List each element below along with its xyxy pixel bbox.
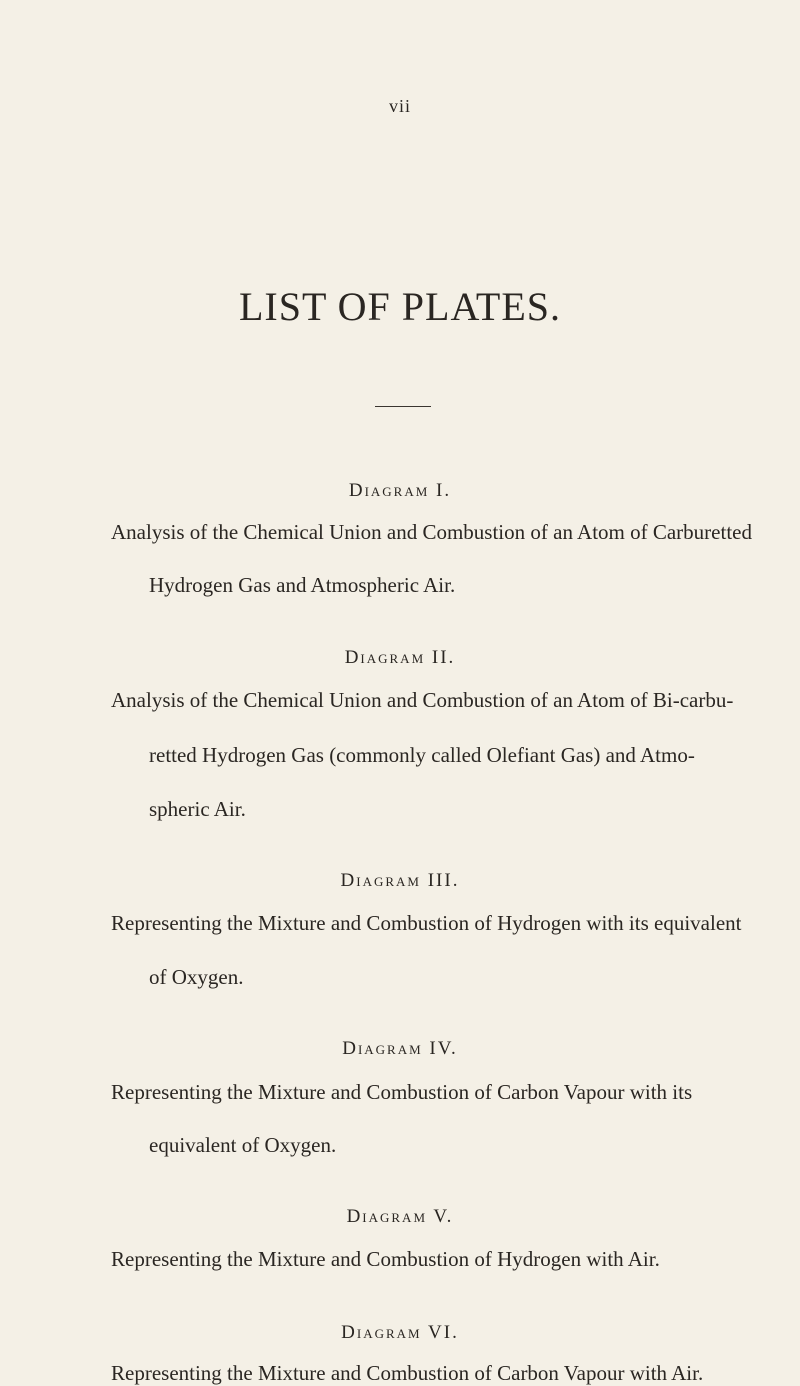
plate-heading: Diagram III. — [340, 870, 460, 891]
plate-description-line: Analysis of the Chemical Union and Combustion of an Atom of Carburetted — [111, 520, 752, 544]
page-number: vii — [388, 96, 411, 116]
plate-heading: Diagram II. — [344, 647, 456, 668]
title-divider — [375, 406, 431, 407]
page-title: LIST OF PLATES. — [238, 284, 562, 329]
plate-heading: Diagram VI. — [341, 1322, 459, 1343]
plate-heading: Diagram IV. — [342, 1038, 458, 1059]
plate-description-line: Representing the Mixture and Combustion of Carbon Vapour with Air. — [111, 1361, 704, 1385]
plate-description-line: of Oxygen. — [149, 965, 244, 989]
plate-heading: Diagram V. — [346, 1206, 454, 1227]
plate-description-line: spheric Air. — [149, 797, 246, 821]
plate-description-line: retted Hydrogen Gas (commonly called Olefiant Gas) and Atmo- — [149, 743, 695, 767]
plate-description-line: Representing the Mixture and Combustion of Carbon Vapour with its — [111, 1080, 693, 1104]
plate-description-line: Analysis of the Chemical Union and Combustion of an Atom of Bi-carbu- — [111, 688, 734, 712]
plate-heading: Diagram I. — [348, 480, 452, 501]
plate-description-line: Hydrogen Gas and Atmospheric Air. — [149, 573, 456, 597]
plate-description-line: Representing the Mixture and Combustion of Hydrogen with its equivalent — [111, 911, 742, 935]
plate-description-line: equivalent of Oxygen. — [149, 1133, 337, 1157]
plate-description-line: Representing the Mixture and Combustion of Hydrogen with Air. — [111, 1247, 660, 1271]
